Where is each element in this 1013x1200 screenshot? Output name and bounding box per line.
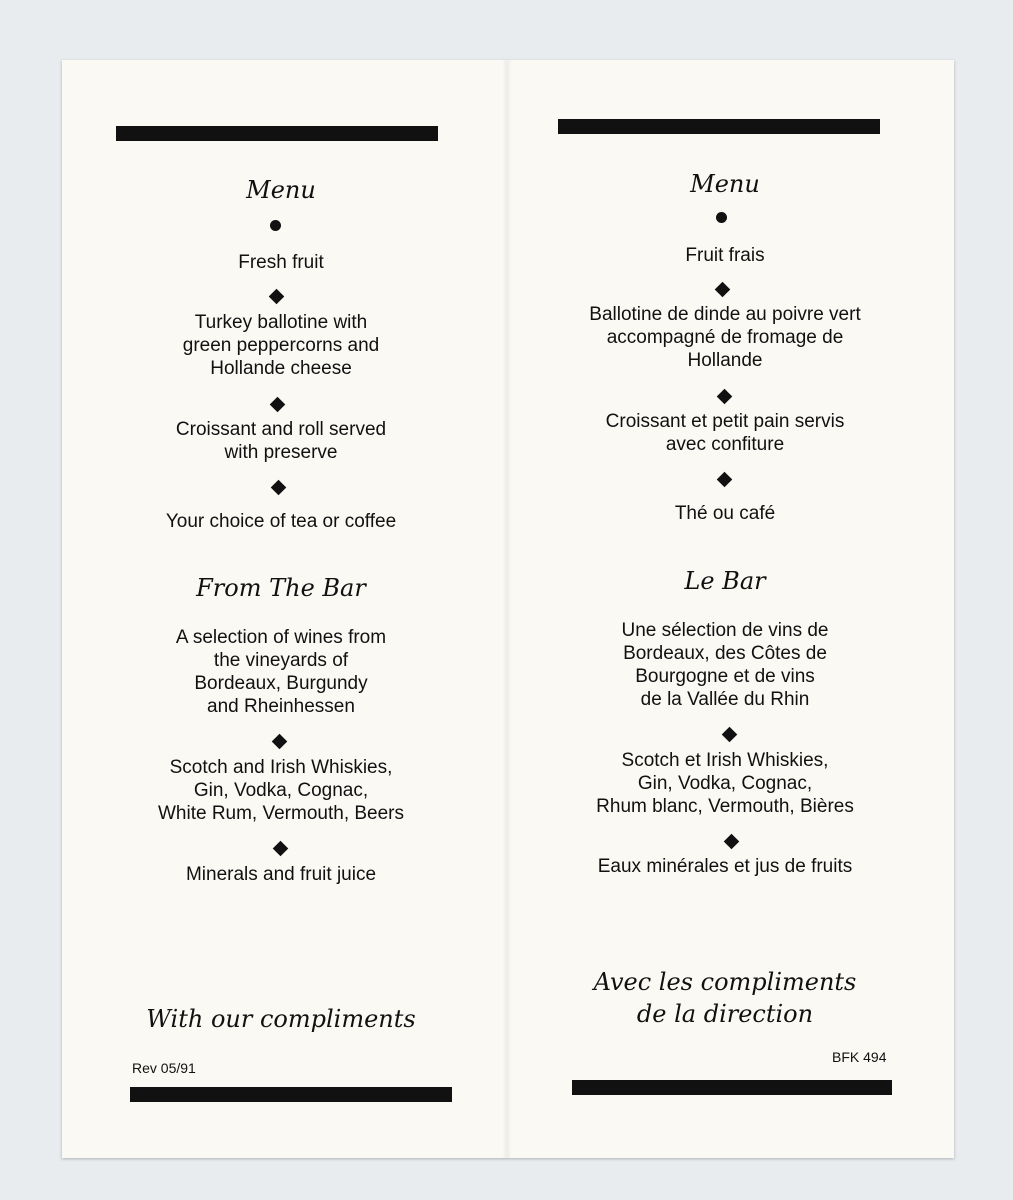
french-closing: Avec les compliments de la direction [593, 968, 857, 1028]
diamond-separator [273, 841, 289, 857]
diamond-separator [272, 734, 288, 750]
form-code: BFK 494 [832, 1049, 887, 1065]
french-bar-item-1: Une sélection de vins de Bordeaux, des Côtes de Bourgogne et de vins de la Vallée du Rhin [621, 620, 829, 710]
french-menu-heading: Menu [690, 170, 760, 198]
english-item-2: Turkey ballotine with green peppercorns and Hollande cheese [182, 312, 380, 379]
diamond-separator [715, 282, 731, 298]
french-item-4: Thé ou café [674, 503, 776, 524]
bullet-dot [270, 220, 281, 231]
french-bar-item-2: Scotch et Irish Whiskies, Gin, Vodka, Cognac, Rhum blanc, Vermouth, Bières [596, 750, 854, 817]
english-closing: With our compliments [146, 1005, 416, 1033]
diamond-separator [271, 480, 287, 496]
diamond-separator [269, 289, 285, 305]
french-bar-heading: Le Bar [684, 567, 766, 595]
bullet-dot [716, 212, 727, 223]
menu-card [62, 60, 954, 1158]
english-bar-item-3: Minerals and fruit juice [185, 864, 377, 885]
bottom-rule-right [572, 1080, 892, 1095]
french-item-3: Croissant et petit pain servis avec confiture [605, 411, 845, 455]
diamond-separator [717, 472, 733, 488]
french-item-2: Ballotine de dinde au poivre vert accompagné de fromage de Hollande [589, 304, 861, 371]
bottom-rule-left [130, 1087, 452, 1102]
diamond-separator [717, 389, 733, 405]
diamond-separator [270, 397, 286, 413]
french-bar-item-3: Eaux minérales et jus de fruits [597, 856, 853, 877]
revision-code: Rev 05/91 [132, 1060, 196, 1076]
english-menu-heading: Menu [246, 176, 316, 204]
english-item-1: Fresh fruit [238, 252, 324, 273]
center-fold [502, 60, 512, 1158]
top-rule-right [558, 119, 880, 134]
english-item-3: Croissant and roll served with preserve [175, 419, 387, 463]
english-bar-heading: From The Bar [196, 574, 366, 602]
french-item-1: Fruit frais [685, 245, 765, 266]
english-bar-item-2: Scotch and Irish Whiskies, Gin, Vodka, Cognac, White Rum, Vermouth, Beers [157, 757, 405, 824]
top-rule-left [116, 126, 438, 141]
english-bar-item-1: A selection of wines from the vineyards of Bordeaux, Burgundy and Rheinhessen [175, 627, 387, 717]
diamond-separator [722, 727, 738, 743]
diamond-separator [724, 834, 740, 850]
english-item-4: Your choice of tea or coffee [165, 511, 397, 532]
